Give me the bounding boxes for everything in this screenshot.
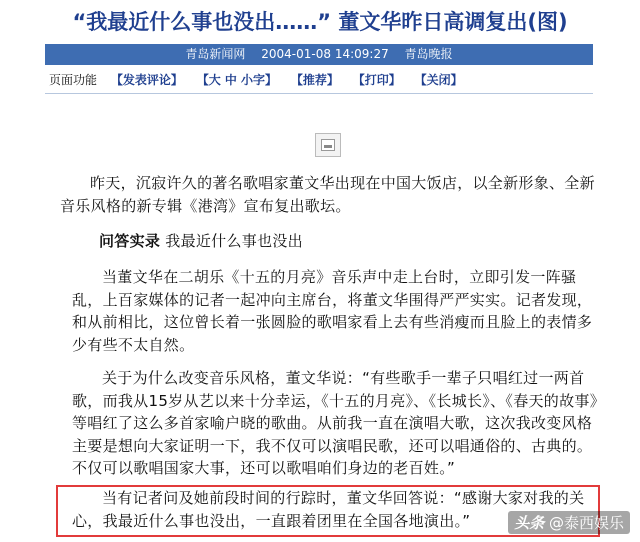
recommend-link[interactable]: 【推荐】 bbox=[290, 73, 339, 87]
meta-datetime: 2004-01-08 14:09:27 bbox=[261, 47, 389, 61]
section-heading-rest: 我最近什么事也没出 bbox=[160, 232, 303, 250]
font-size-link[interactable]: 【大 中 小字】 bbox=[196, 73, 278, 87]
function-label: 页面功能 bbox=[49, 73, 98, 87]
paragraph-style-change: 关于为什么改变音乐风格，董文华说：“有些歌手一辈子只唱红过一两首歌，而我从15岁从艺以来十分幸运，《十五的月亮》、《长城长》、《春天的故事》等唱红了这么多首家喻户晓的歌曲。从前我一直在演唱大歌，这次我改变风格主要是想向大家证明一下，我不仅可以演唱民歌，还可以唱通俗的、古典的。不仅可以歌唱国家大事，还可以歌唱咱们身边的老百姓。” bbox=[72, 369, 598, 477]
watermark-handle: @泰西娱乐 bbox=[548, 514, 624, 532]
section-heading-bold: 问答实录 bbox=[99, 232, 161, 250]
comment-link[interactable]: 【发表评论】 bbox=[110, 73, 183, 87]
close-link[interactable]: 【关闭】 bbox=[414, 73, 463, 87]
broken-image-icon bbox=[315, 133, 341, 157]
meta-source: 青岛新闻网 bbox=[185, 47, 246, 61]
print-link[interactable]: 【打印】 bbox=[352, 73, 401, 87]
watermark bbox=[508, 511, 630, 534]
article-meta-bar bbox=[45, 44, 593, 65]
article-headline: “我最近什么事也没出……” 董文华昨日高调复出(图) bbox=[72, 10, 568, 34]
watermark-brand: 头条 bbox=[514, 514, 545, 532]
page-function-bar bbox=[45, 71, 593, 89]
paragraph-whereabouts: 当有记者问及她前段时间的行踪时，董文华回答说：“感谢大家对我的关心，我最近什么事也没出，一直跟着团里在全国各地演出。” bbox=[72, 489, 585, 530]
section-heading bbox=[99, 230, 619, 253]
meta-paper: 青岛晚报 bbox=[404, 47, 453, 61]
paragraph-arrival: 当董文华在二胡乐《十五的月亮》音乐声中走上台时，立即引发一阵骚乱，上百家媒体的记者一起冲向主席台，将董文华围得严严实实。记者发现，和从前相比，这位曾长着一张圆脸的歌唱家看上去有些消瘦而且脸上的表情多少有些不太自然。 bbox=[72, 268, 593, 354]
paragraph-intro: 昨天，沉寂许久的著名歌唱家董文华出现在中国大饭店，以全新形象、全新音乐风格的新专辑《港湾》宣布复出歌坛。 bbox=[60, 174, 595, 215]
header-divider bbox=[45, 93, 593, 94]
